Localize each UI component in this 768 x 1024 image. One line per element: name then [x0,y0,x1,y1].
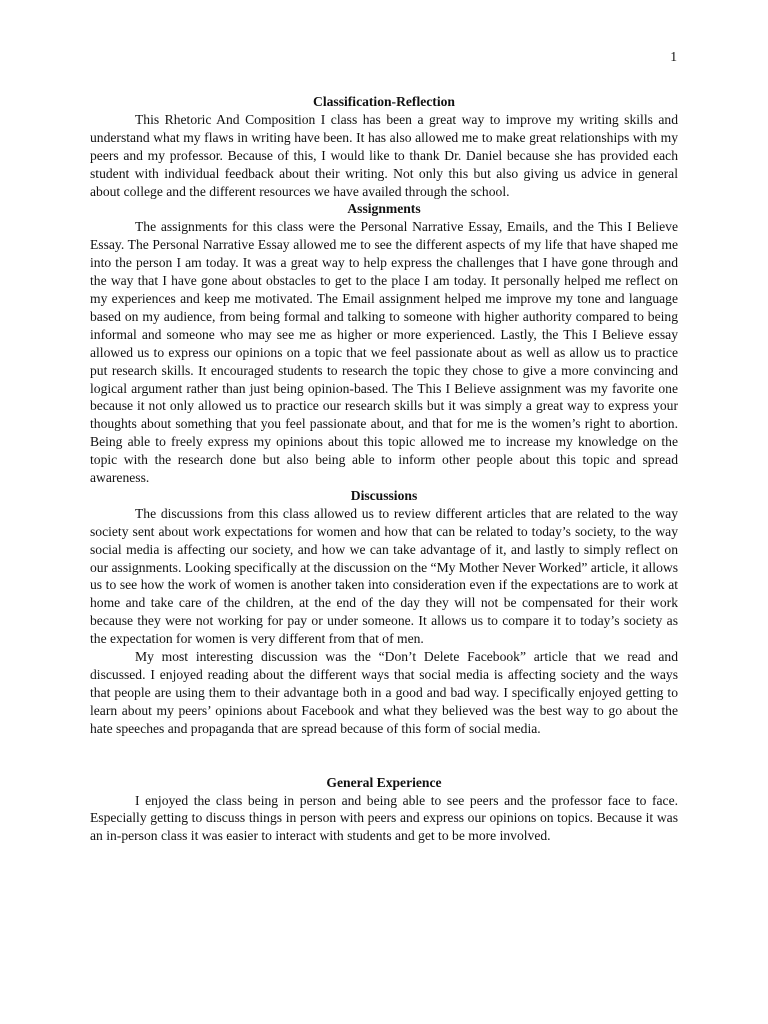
page-number: 1 [670,49,677,64]
section-heading-general-experience: General Experience [326,774,442,790]
document-body [90,93,678,845]
discussions-paragraph-2: My most interesting discussion was the “Don’t Delete Facebook” article that we read and discussed. I enjoyed reading about the different ways that social media is affecting society and the ways that people are using them to their advantage both in a good and bad way. I specifically enjoyed getting to learn about my peers’ opinions about Facebook and what they believed was the best way to go about the hate speeches and propaganda that are spread because of this form of social media. [90,649,678,736]
section-heading-classification-reflection: Classification-Reflection [313,94,455,109]
section-spacer [90,738,678,774]
section-heading-assignments: Assignments [347,201,421,217]
discussions-paragraph-1: The discussions from this class allowed us to review different articles that are related to the way society sent about work expectations for women and how that can be related to today’s society, to the way social media is affecting our society, and how we can take advantage of it, and lastly to simply reflect on our assignments. Looking specifically at the discussion on the “My Mother Never Worked” article, it allows us to see how the work of women is another taken into consideration even if the expectations are to work at home and take care of the children, at the end of the day they will not be compensated for their work because they were not working for pay or under someone. It allows us to compare it to today’s society as the expectation for women is very different from that of men. [90,505,678,647]
assignments-paragraph: The assignments for this class were the Personal Narrative Essay, Emails, and the This I Believe Essay. The Personal Narrative Essay allowed me to see the different aspects of my life that have shaped me into the person I am today. It was a great way to help express the challenges that I have gone through and the way that I have gone about obstacles to get to the place I am today. It personally helped me reflect on my experiences and keep me motivated. The Email assignment helped me improve my tone and language based on my audience, from being formal and talking to someone with higher authority compared to being informal and someone who may see me as higher or more experienced. Lastly, the This I Believe essay allowed us to express our opinions on a topic that we feel passionate about as well as allow us to practice put research skills. It encouraged students to research the topic they chose to give a more convincing and logical argument rather than just being opinion-based. The This I Believe assignment was my favorite one because it not only allowed us to practice our research skills but it was simply a great way to express your thoughts about something that you feel passionate about, and that for me is the women’s right to abortion. Being able to freely express my opinions about this topic allowed me to increase my knowledge on the topic with the research done but also being able to inform other people about this topic and spread awareness. [90,219,678,486]
reflection-paragraph: This Rhetoric And Composition I class has been a great way to improve my writing skills and understand what my flaws in writing have been. It has also allowed me to make great relationships with my peers and my professor. Because of this, I would like to thank Dr. Daniel because she has provided each student with individual feedback about their writing. Not only this but also giving us advice in general about college and the different resources we have availed through the school. [90,111,678,199]
experience-paragraph: I enjoyed the class being in person and being able to see peers and the professor face to face. Especially getting to discuss things in person with peers and express our opinions on topics. Because it was an in-person class it was easier to interact with students and get to be more involved. [90,792,678,844]
section-heading-discussions: Discussions [350,487,418,503]
